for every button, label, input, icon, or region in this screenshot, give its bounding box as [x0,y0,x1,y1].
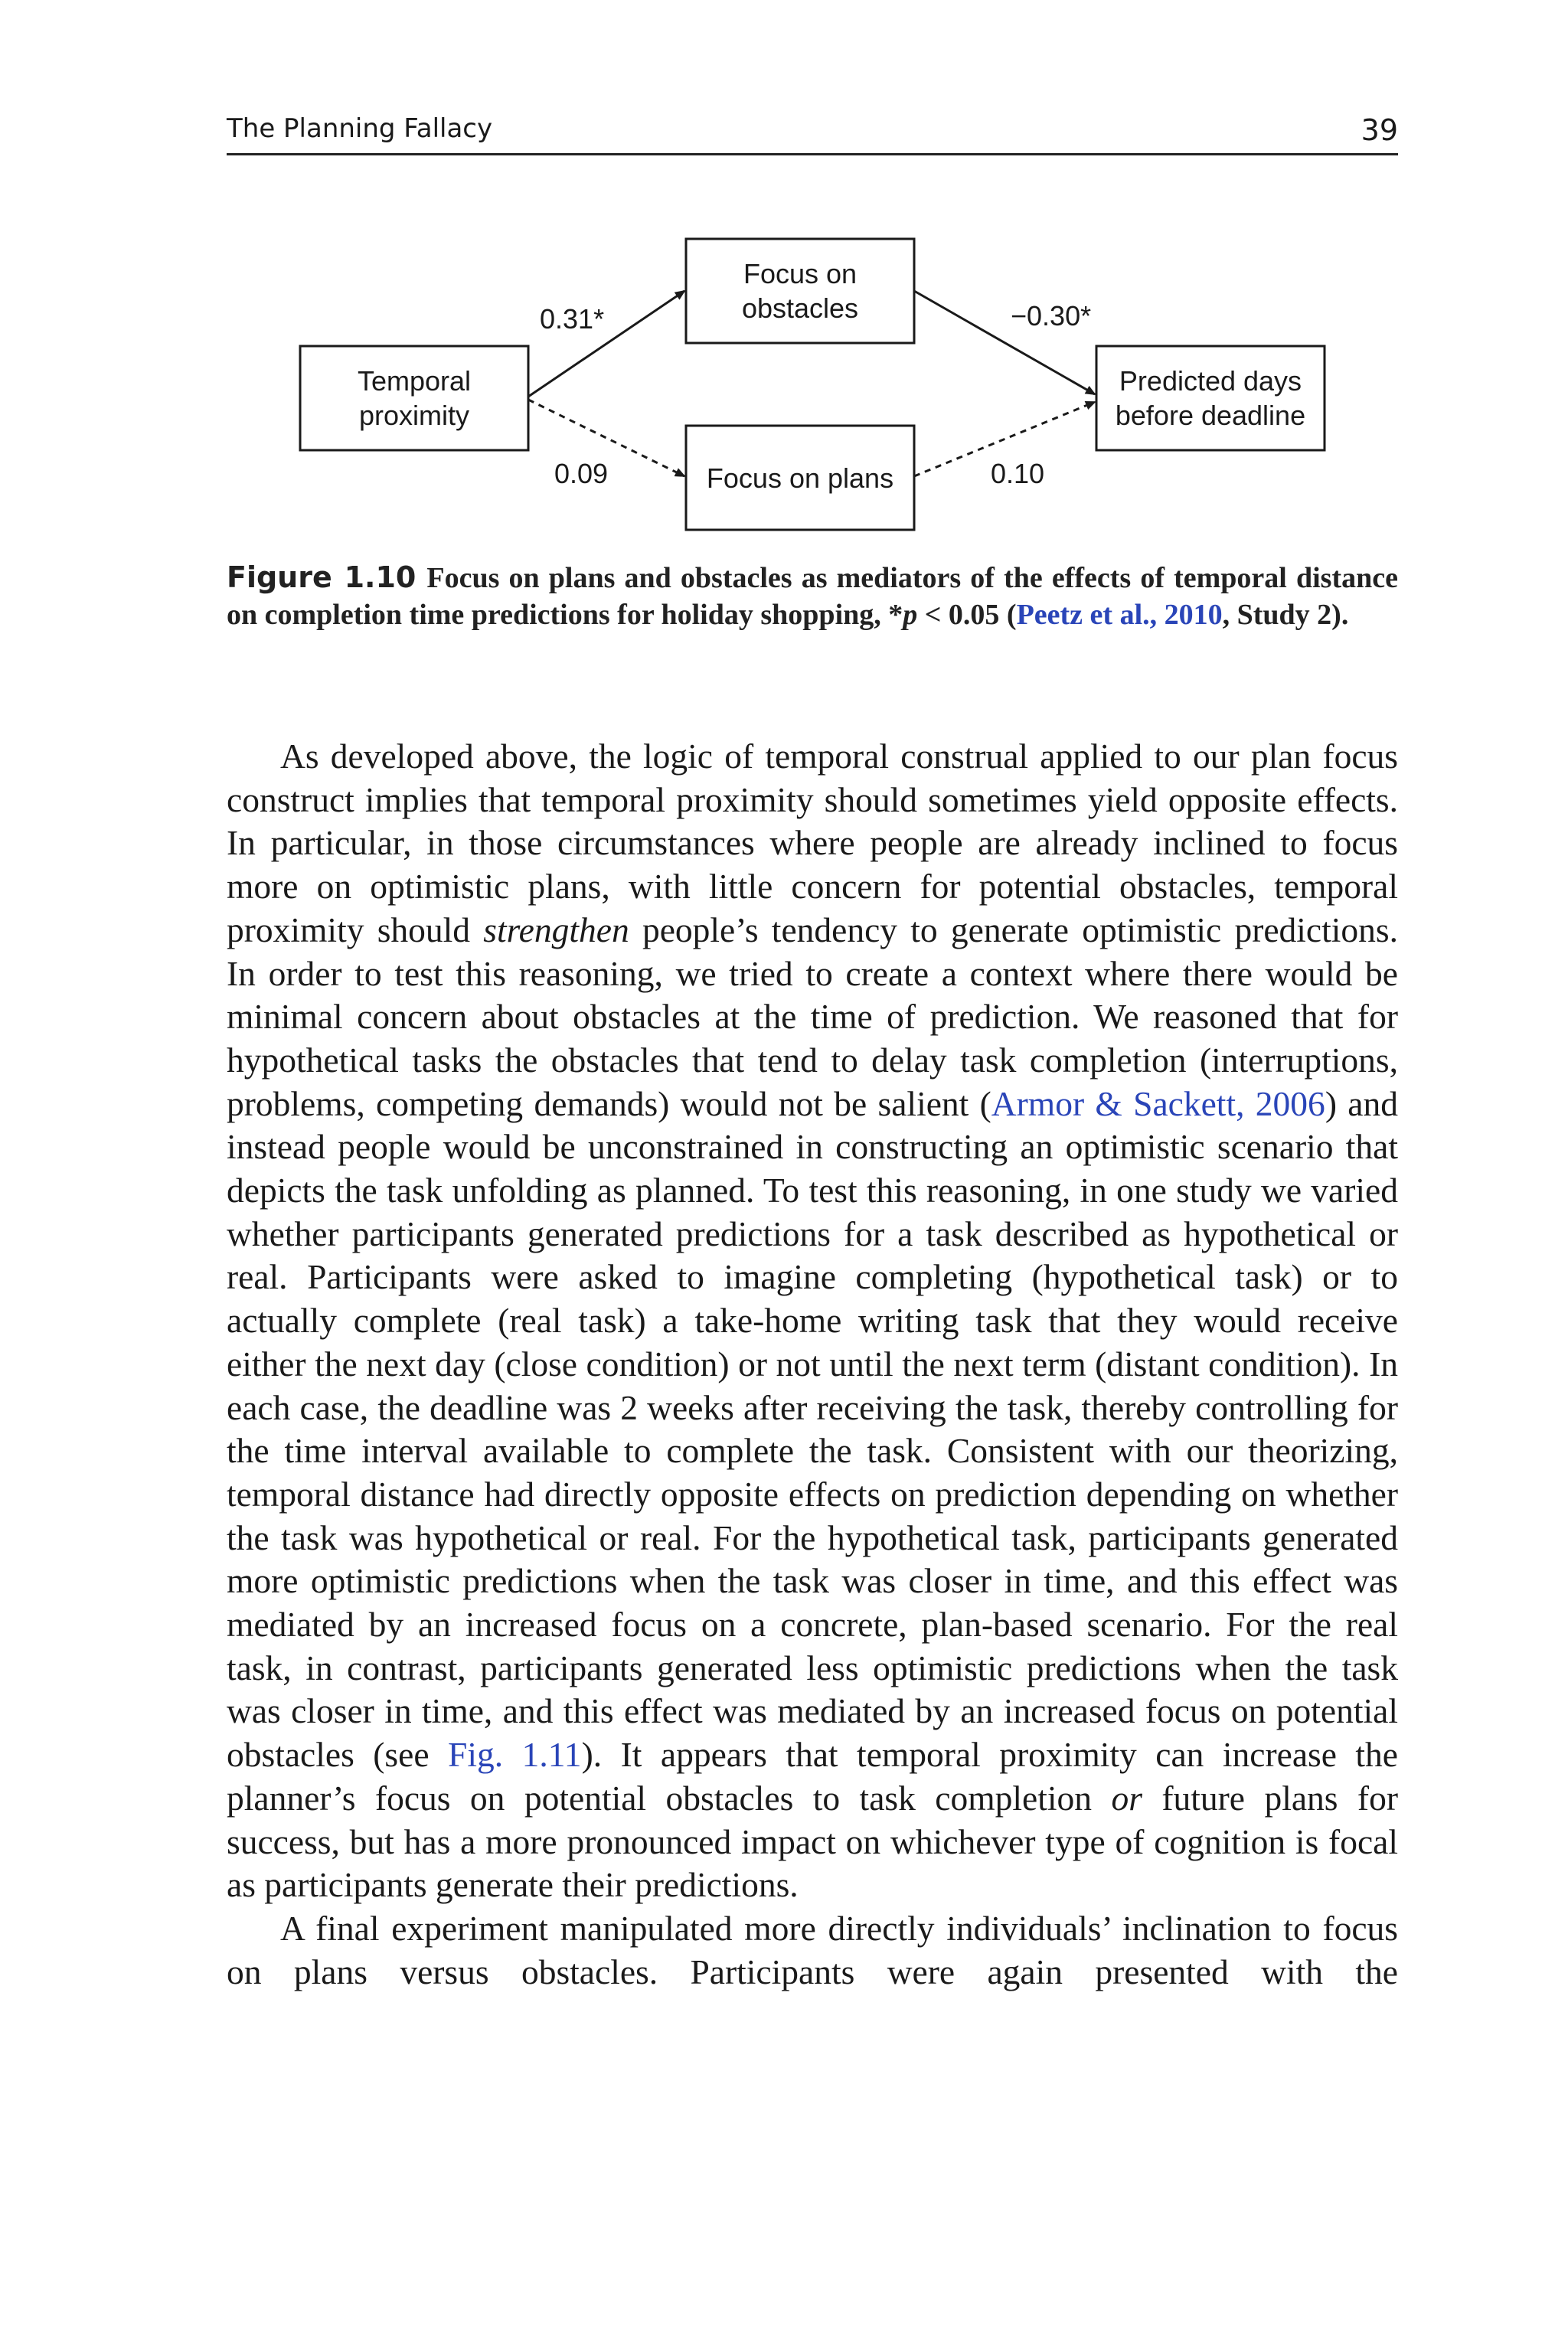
label-temporal-proximity: Temporal proximity [357,365,472,431]
paragraph-1-text-d: ). It appears that temporal proximity can increase the planner’s focus on potential obstacles to task completion [227,1735,1399,1818]
coef-plans-prediction: 0.10 [991,458,1045,489]
paragraph-1-text-e: future plans for success, but has a more pronounced impact on whichever type of cognition is focal as participants generate their predictions. [227,1778,1398,1905]
coef-proximity-plans: 0.09 [554,458,609,489]
citation-link-armor[interactable]: Armor & Sackett, 2006 [991,1083,1325,1123]
figure-link-1-11[interactable]: Fig. 1.11 [448,1735,582,1775]
figure-caption [227,559,1398,633]
label-focus-obstacles: Focus on obstacles [741,258,859,324]
citation-link-peetz[interactable]: Peetz et al., 2010 [1016,599,1223,631]
paragraph-1 [227,735,1398,1907]
coef-proximity-obstacles: 0.31* [540,303,605,335]
paragraph-1-text-b: people’s tendency to generate optimistic predictions. In order to test this reasoning, we tried to create a context where there would be minimal concern about obstacles at the time of prediction. We reasoned that for hypothetical tasks the obstacles that tend to delay task completion (interruptions, problems, competing demands) would not be salient ( [227,910,1398,1123]
caption-text: Focus on plans and obstacles as mediators of the effects of temporal distance on completion time predictions for holiday shopping, * [227,562,1398,631]
running-header [227,106,1398,155]
caption-p-symbol: p [903,599,918,631]
paragraph-1-text-c: ) and instead people would be unconstrained in constructing an optimistic scenario that depicts the task unfolding as planned. To test this reasoning, in one study we varied whether participants generated predictions for a task described as hypothetical or real. Participants were asked to imagine completing (hypothetical task) or to actually complete (real task) a take-home writing task that they would receive either the next day (close condition) or not until the next term (distant condition). In each case, the deadline was 2 weeks after receiving the task, thereby controlling for the time interval available to complete the task. Consistent with our theorizing, temporal distance had directly opposite effects on prediction depending on whether the task was hypothetical or real. For the hypothetical task, participants generated more optimistic predictions when the task was closer in time, and this effect was mediated by an increased focus on a concrete, plan-based scenario. For the real task, in contrast, participants generated less optimistic predictions when the task was closer in time, and this effect was mediated by an increased focus on potential obstacles (see [227,1083,1398,1775]
paragraph-1-text: As developed above, the logic of temporal construal applied to our plan focus construct implies that temporal proximity should sometimes yield opposite effects. In particular, in those circumstances where people are already inclined to focus more on optimistic plans, with little concern for potential obstacles, temporal proximity should [227,737,1398,949]
caption-text-2: < 0.05 ( [917,599,1017,631]
emphasis-strengthen: strengthen [483,910,629,949]
figure-label: Figure 1.10 [227,560,416,594]
label-focus-plans: Focus on plans [706,462,894,494]
body-text [227,735,1398,1994]
running-title: The Planning Fallacy [227,113,493,144]
caption-text-3: , Study 2). [1222,599,1349,631]
coef-obstacles-prediction: −0.30* [1011,300,1092,332]
mediation-diagram [291,230,1348,551]
label-predicted-days: Predicted days before deadline [1115,365,1306,431]
emphasis-or: or [1111,1778,1142,1818]
paragraph-2: A final experiment manipulated more directly individuals’ inclination to focus on plans versus obstacles. Participants were again presented with the [227,1908,1398,1991]
page-number: 39 [1361,113,1398,147]
